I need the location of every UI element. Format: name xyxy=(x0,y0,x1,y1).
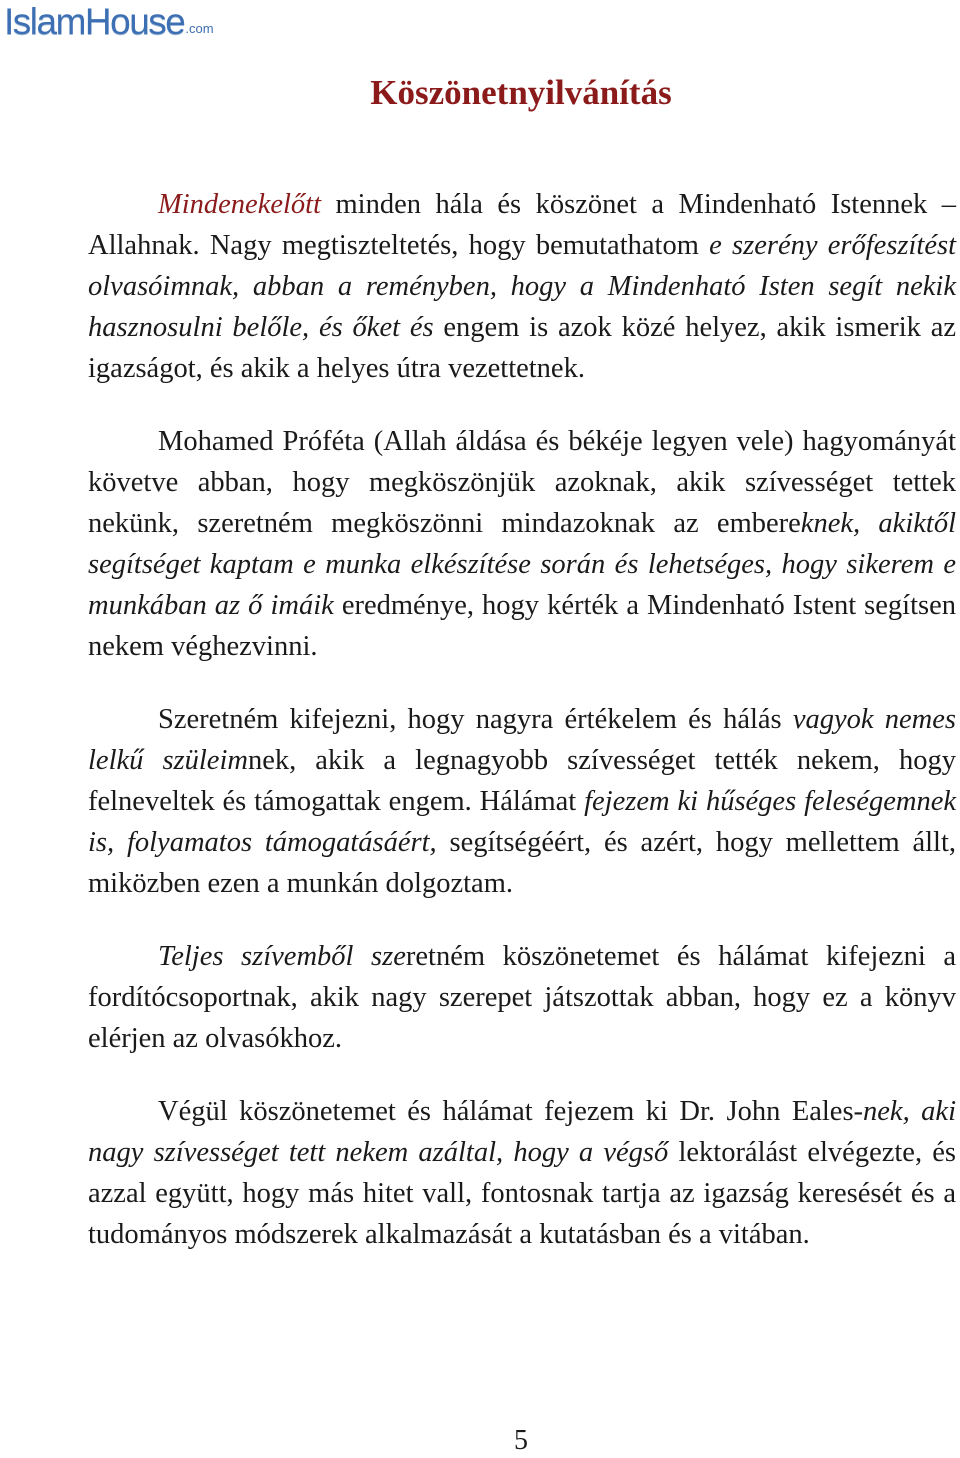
text-run: minden hála és köszönet a Mindenható Istennek – Allahnak. Nagy megtiszteltetés, hogy bemutathatom xyxy=(88,189,956,261)
text-run: Mohamed Próféta (Allah áldása és békéje legyen vele) hagyományát követve abban, hogy megköszönjük azoknak, akik szívességet tettek nekünk, szeretném megköszönni mindazoknak az embere xyxy=(88,426,956,539)
text-run: vagyok nemes lelkű szüleim xyxy=(88,704,957,776)
paragraph-2 xyxy=(88,421,956,667)
paragraph-5 xyxy=(88,1091,956,1255)
text-run: engem is azok közé helyez, akik ismerik az igazságot, és akik a helyes útra vezettetnek. xyxy=(88,312,956,384)
text-run: knek, akiktől segítséget kaptam e munka elkészítése során és lehetséges, hogy sikerem e munkában az ő imáik xyxy=(88,508,956,621)
paragraph-1 xyxy=(88,184,956,389)
text-run: segítségéért, és azért, hogy mellettem állt, miközben ezen a munkán dolgoztam. xyxy=(88,827,956,899)
text-run: e szerény erőfeszítést olvasóimnak, abban a reményben, hogy a Mindenható Isten segít nekik hasznosulni belőle, és őket és xyxy=(88,230,956,343)
text-run: nek, akik a legnagyobb szívességet tették nekem, hogy felneveltek és támogattak engem. Hálámat xyxy=(88,745,956,817)
paragraph-4 xyxy=(88,936,956,1059)
text-run: eredménye, hogy kérték a Mindenható Istent segítsen nekem véghezvinni. xyxy=(88,590,956,662)
text-run: Szeretném kifejezni, hogy nagyra értékelem és hálás xyxy=(158,704,793,735)
logo-wordmark: IslamHouse xyxy=(4,1,185,42)
page-title: Köszönetnyilvánítás xyxy=(370,73,672,112)
document-body xyxy=(88,184,956,1287)
text-run: Teljes szívemből sze xyxy=(158,941,406,972)
page-number: 5 xyxy=(514,1425,528,1456)
text-run: retném köszönetemet és hálámat kifejezni a fordítócsoportnak, akik nagy szerepet játszottak abban, hogy ez a könyv elérjen az olvasókhoz. xyxy=(88,941,956,1054)
text-run: nek, aki nagy szívességet tett nekem azáltal, hogy a végső xyxy=(88,1096,956,1168)
text-run: lektorálást elvégezte, és azzal együtt, hogy más hitet vall, fontosnak tartja az igazság keresését és a tudományos módszerek alkalmazását a kutatásban és a vitában. xyxy=(88,1137,957,1250)
text-run: fejezem ki hűséges feleségemnek is, folyamatos támogatásáért, xyxy=(88,786,956,858)
paragraph-3 xyxy=(88,699,956,904)
islamhouse-logo xyxy=(4,2,214,42)
text-run: Végül köszönetemet és hálámat fejezem ki Dr. John Eales- xyxy=(158,1096,864,1127)
logo-domain-suffix: .com xyxy=(185,21,214,36)
text-run: Mindenekelőtt xyxy=(158,189,322,220)
